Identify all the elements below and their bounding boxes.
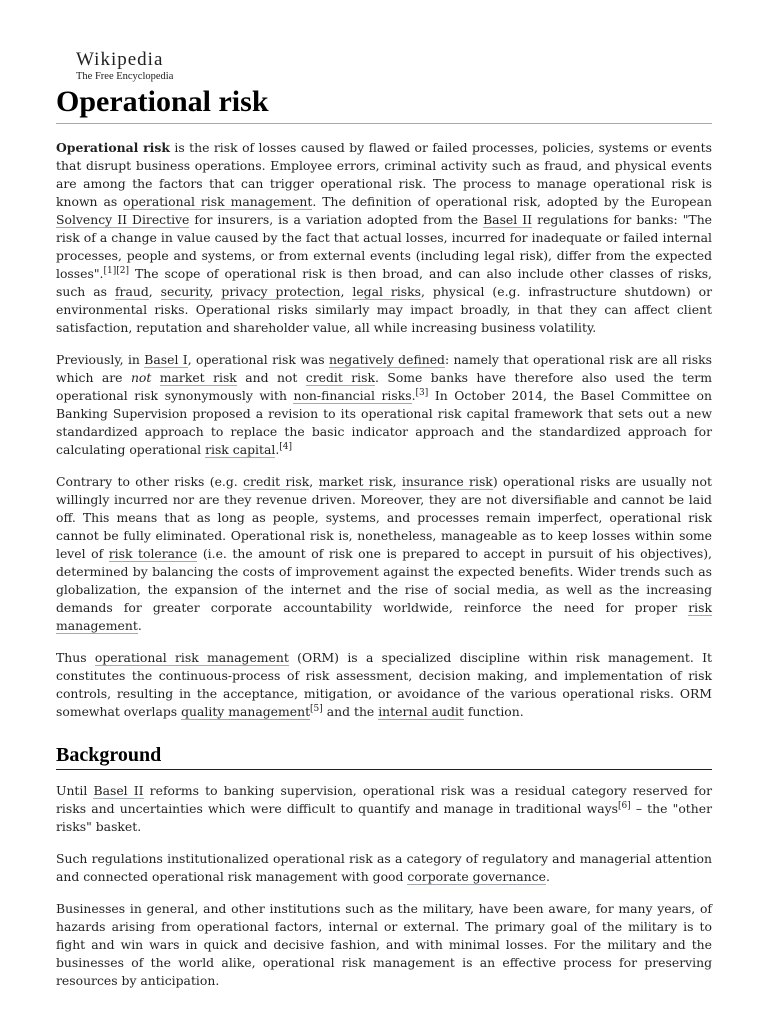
link-legal-risks[interactable]: legal risks	[352, 284, 422, 299]
text: (ORM) is a specialized discipline within risk management. It constitutes the continuous-process of risk assessment, decision making, and implementation of risk controls, resulting in the acceptance, mitigation, or avoidance of the various operational risks. ORM somewhat overlaps	[56, 650, 712, 719]
link-basel-ii[interactable]: Basel II	[483, 212, 533, 227]
reference-3[interactable]	[416, 388, 429, 398]
link-market-risk[interactable]: market risk	[318, 474, 393, 489]
link-basel-ii[interactable]: Basel II	[93, 783, 144, 798]
link-insurance-risk[interactable]: insurance risk	[401, 474, 493, 489]
reference-link[interactable]: [5]	[310, 703, 323, 714]
text: In October 2014, the Basel Committee on Banking Supervision proposed a revision to its operational risk capital framework that sets out a new standardized approach to replace the basic indicator approach and the standardized approach for calculating operational	[56, 388, 712, 457]
link-risk-capital[interactable]: risk capital	[205, 442, 276, 457]
emphasis-not: not	[130, 370, 152, 385]
link-negatively-defined[interactable]: negatively defined	[328, 352, 445, 367]
paragraph-background-3	[56, 900, 712, 990]
wikipedia-logo[interactable]	[76, 50, 173, 83]
link-basel-i[interactable]: Basel I	[144, 352, 188, 367]
reference-link[interactable]: [1]	[103, 265, 117, 276]
wikipedia-wordmark: Wikipedia	[76, 49, 164, 70]
text: . Some banks have therefore also used the term operational risk synonymously with	[56, 370, 712, 403]
paragraph-background-2	[56, 850, 712, 886]
link-risk-management[interactable]: risk management	[56, 600, 712, 633]
link-solvency-ii-directive[interactable]: Solvency II Directive	[56, 212, 190, 227]
text: .	[411, 388, 416, 403]
text: Businesses in general, and other institutions such as the military, have been aware, for many years, of hazards arising from operational factors, internal or external. The primary goal of the military is to fight and win wars in quick and decisive fashion, and with minimal losses. For the military and the businesses of the world alike, operational risk management is an effective process for preserving resources by anticipation.	[56, 901, 712, 988]
text: The scope of operational risk is then broad, and can also include other classes of risks, such as	[56, 266, 712, 299]
link-internal-audit[interactable]: internal audit	[378, 704, 464, 719]
text: Previously, in	[56, 352, 145, 367]
text: ,	[209, 284, 222, 299]
text: ) operational risks are usually not willingly incurred nor are they revenue driven. Moreover, they are not diversifiable and cannot be laid off. This means that as long as people, systems, and processes remain imperfect, operational risk cannot be fully eliminated. Operational risk is, nonetheless, manageable as to keep losses within some level of	[56, 474, 712, 561]
text: Thus	[56, 650, 95, 665]
wikipedia-tagline: The Free Encyclopedia	[76, 71, 174, 82]
link-quality-management[interactable]: quality management	[181, 704, 311, 719]
paragraph-intro-3	[56, 473, 712, 635]
text: (i.e. the amount of risk one is prepared to accept in pursuit of his objectives), determined by balancing the costs of improvement against the expected benefits. Wider trends such as globalization, the expansion of the internet and the rise of social media, as well as the increasing demands for greater corporate accountability worldwide, reinforce the need for proper	[56, 546, 712, 615]
text: Contrary to other risks (e.g.	[56, 474, 244, 489]
link-security[interactable]: security	[160, 284, 210, 299]
reference-6[interactable]	[618, 801, 631, 811]
paragraph-intro-2	[56, 351, 712, 459]
text: , operational risk was	[187, 352, 329, 367]
link-corporate-governance[interactable]: corporate governance	[407, 869, 546, 884]
page-title: Operational risk	[56, 85, 269, 118]
link-risk-tolerance[interactable]: risk tolerance	[108, 546, 198, 561]
text: function.	[463, 704, 524, 719]
link-credit-risk[interactable]: credit risk	[243, 474, 310, 489]
link-fraud[interactable]: fraud	[114, 284, 149, 299]
text: and the	[322, 704, 379, 719]
link-operational-risk-management[interactable]: operational risk management	[94, 650, 289, 665]
text: .	[275, 442, 280, 457]
reference-link[interactable]: [6]	[617, 800, 631, 811]
link-privacy-protection[interactable]: privacy protection	[221, 284, 341, 299]
text: regulations for banks: "The risk of a change in value caused by the fact that actual losses, incurred for inadequate or failed internal processes, people and systems, or from external events (including legal risk), differ from the expected losses".	[56, 212, 713, 281]
text: is the risk of losses caused by flawed or failed processes, policies, systems or events that disrupt business operations. Employee errors, criminal activity such as fraud, and physical events are among the factors that can trigger operational risk. The process to manage operational risk is known as	[56, 140, 712, 209]
text: , physical (e.g. infrastructure shutdown) or environmental risks. Operational risks similarly may impact broadly, in that they can affect client satisfaction, reputation and shareholder value, all while increasing business volatility.	[56, 284, 712, 335]
reference-link[interactable]: [4]	[279, 441, 293, 452]
link-operational-risk-management[interactable]: operational risk management	[123, 194, 313, 209]
reference-4[interactable]	[279, 442, 292, 452]
link-non-financial-risks[interactable]: non-financial risks	[293, 388, 412, 403]
text: .	[545, 869, 550, 884]
text: Such regulations institutionalized operational risk as a category of regulatory and managerial attention and connected operational risk management with good	[56, 851, 712, 884]
bold-term: Operational risk	[56, 140, 170, 155]
text: : namely that operational risk are all risks which are	[56, 352, 712, 385]
text: .	[137, 618, 142, 633]
link-credit-risk[interactable]: credit risk	[305, 370, 375, 385]
title-divider	[56, 123, 712, 124]
reference-2[interactable]	[116, 266, 129, 276]
text: ,	[309, 474, 319, 489]
text: for insurers, is a variation adopted from the	[189, 212, 484, 227]
article-body	[56, 139, 712, 1004]
text: and not	[236, 370, 306, 385]
text: reforms to banking supervision, operational risk was a residual category reserved for risks and uncertainties which were difficult to quantify and manage in traditional ways	[56, 783, 712, 816]
paragraph-intro-4	[56, 649, 712, 721]
text: . The definition of operational risk, adopted by the European	[312, 194, 712, 209]
paragraph-intro-1	[56, 139, 712, 337]
text: ,	[392, 474, 402, 489]
paragraph-background-1	[56, 782, 712, 836]
reference-1[interactable]	[103, 266, 116, 276]
text: ,	[340, 284, 353, 299]
text: – the "other risks" basket.	[56, 801, 712, 834]
reference-5[interactable]	[310, 704, 323, 714]
text: ,	[148, 284, 161, 299]
reference-link[interactable]: [2]	[116, 265, 129, 276]
text	[151, 370, 159, 385]
link-market-risk[interactable]: market risk	[159, 370, 237, 385]
text: Until	[56, 783, 94, 798]
section-heading-background: Background	[56, 743, 712, 770]
reference-link[interactable]: [3]	[415, 387, 429, 398]
